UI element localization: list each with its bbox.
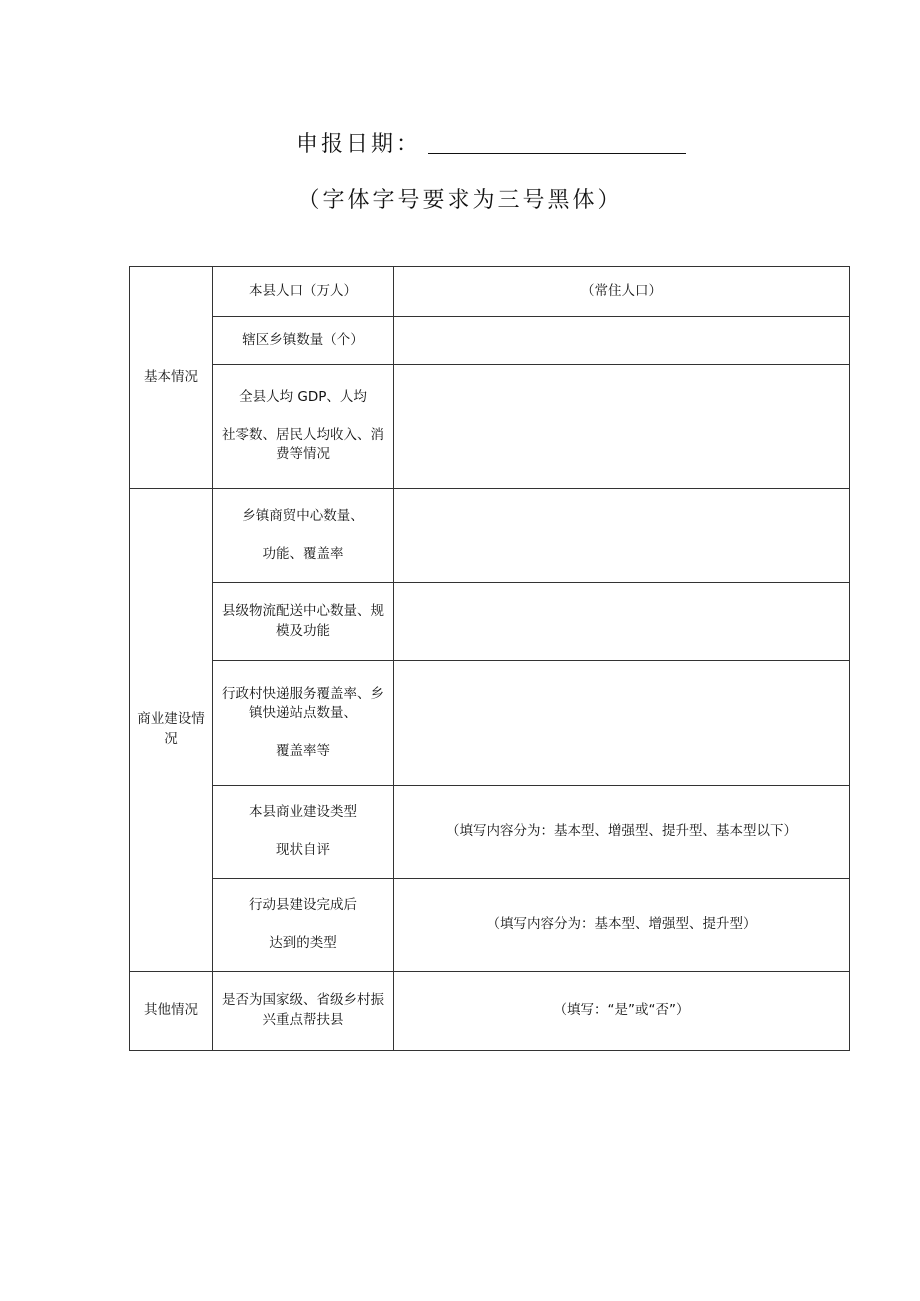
table-row (130, 317, 850, 365)
towns-count-value-cell[interactable] (394, 317, 850, 365)
table-row (130, 267, 850, 317)
label-line: 是否为国家级、省级乡村振 (222, 992, 384, 1009)
table-row (130, 661, 850, 786)
label-line: 县级物流配送中心数量、规 (222, 602, 384, 619)
express-service-label (213, 661, 394, 786)
population-value-cell[interactable]: （常住人口） (394, 267, 850, 317)
population-label: 本县人口（万人） (213, 267, 394, 317)
label-line: 本县商业建设类型 (249, 804, 357, 821)
table-row (130, 365, 850, 489)
label-line: 达到的类型 (269, 935, 337, 951)
section-label-line: 商业建设情 (137, 711, 205, 728)
label-line: 行动县建设完成后 (249, 897, 357, 914)
trade-centers-label (213, 489, 394, 583)
table-row (130, 583, 850, 661)
declaration-date-field[interactable] (428, 153, 686, 154)
label-line: 覆盖率等 (276, 742, 330, 759)
section-label-line: 况 (164, 731, 178, 747)
font-requirement-note: （字体字号要求为三号黑体） (297, 188, 623, 213)
label-line: 镇快递站点数量、 (249, 705, 357, 722)
table-row (130, 879, 850, 972)
label-line: 功能、覆盖率 (262, 545, 344, 562)
label-line: 乡镇商贸中心数量、 (242, 507, 364, 524)
gdp-indicators-value-cell[interactable] (394, 365, 850, 489)
trade-centers-value-cell[interactable] (394, 489, 850, 583)
label-line: 行政村快递服务覆盖率、乡 (222, 685, 384, 702)
revitalization-county-label (213, 972, 394, 1051)
commerce-type-value-cell[interactable]: （填写内容分为：基本型、增强型、提升型、基本型以下） (394, 786, 850, 879)
label-line: 费等情况 (276, 446, 330, 463)
revitalization-county-value-cell[interactable]: （填写：“是”或“否”） (394, 972, 850, 1051)
section-commerce-construction (130, 489, 213, 972)
table-row (130, 786, 850, 879)
commerce-type-label (213, 786, 394, 879)
application-form-table (129, 266, 850, 1051)
label-line: 全县人均 GDP、人均 (239, 389, 367, 406)
target-type-label (213, 879, 394, 972)
express-service-value-cell[interactable] (394, 661, 850, 786)
label-line: 兴重点帮扶县 (262, 1012, 344, 1028)
logistics-centers-value-cell[interactable] (394, 583, 850, 661)
gdp-indicators-label (213, 365, 394, 489)
declaration-date-line (0, 127, 920, 163)
label-line: 现状自评 (276, 842, 330, 858)
logistics-centers-label (213, 583, 394, 661)
table-row (130, 972, 850, 1051)
label-line: 社零数、居民人均收入、消 (222, 426, 384, 443)
section-basic-info: 基本情况 (130, 267, 213, 489)
declaration-date-label: 申报日期： (296, 132, 422, 157)
section-other-info: 其他情况 (130, 972, 213, 1051)
table-row (130, 489, 850, 583)
label-line: 模及功能 (276, 622, 330, 639)
target-type-value-cell[interactable]: （填写内容分为：基本型、增强型、提升型） (394, 879, 850, 972)
towns-count-label: 辖区乡镇数量（个） (213, 317, 394, 365)
